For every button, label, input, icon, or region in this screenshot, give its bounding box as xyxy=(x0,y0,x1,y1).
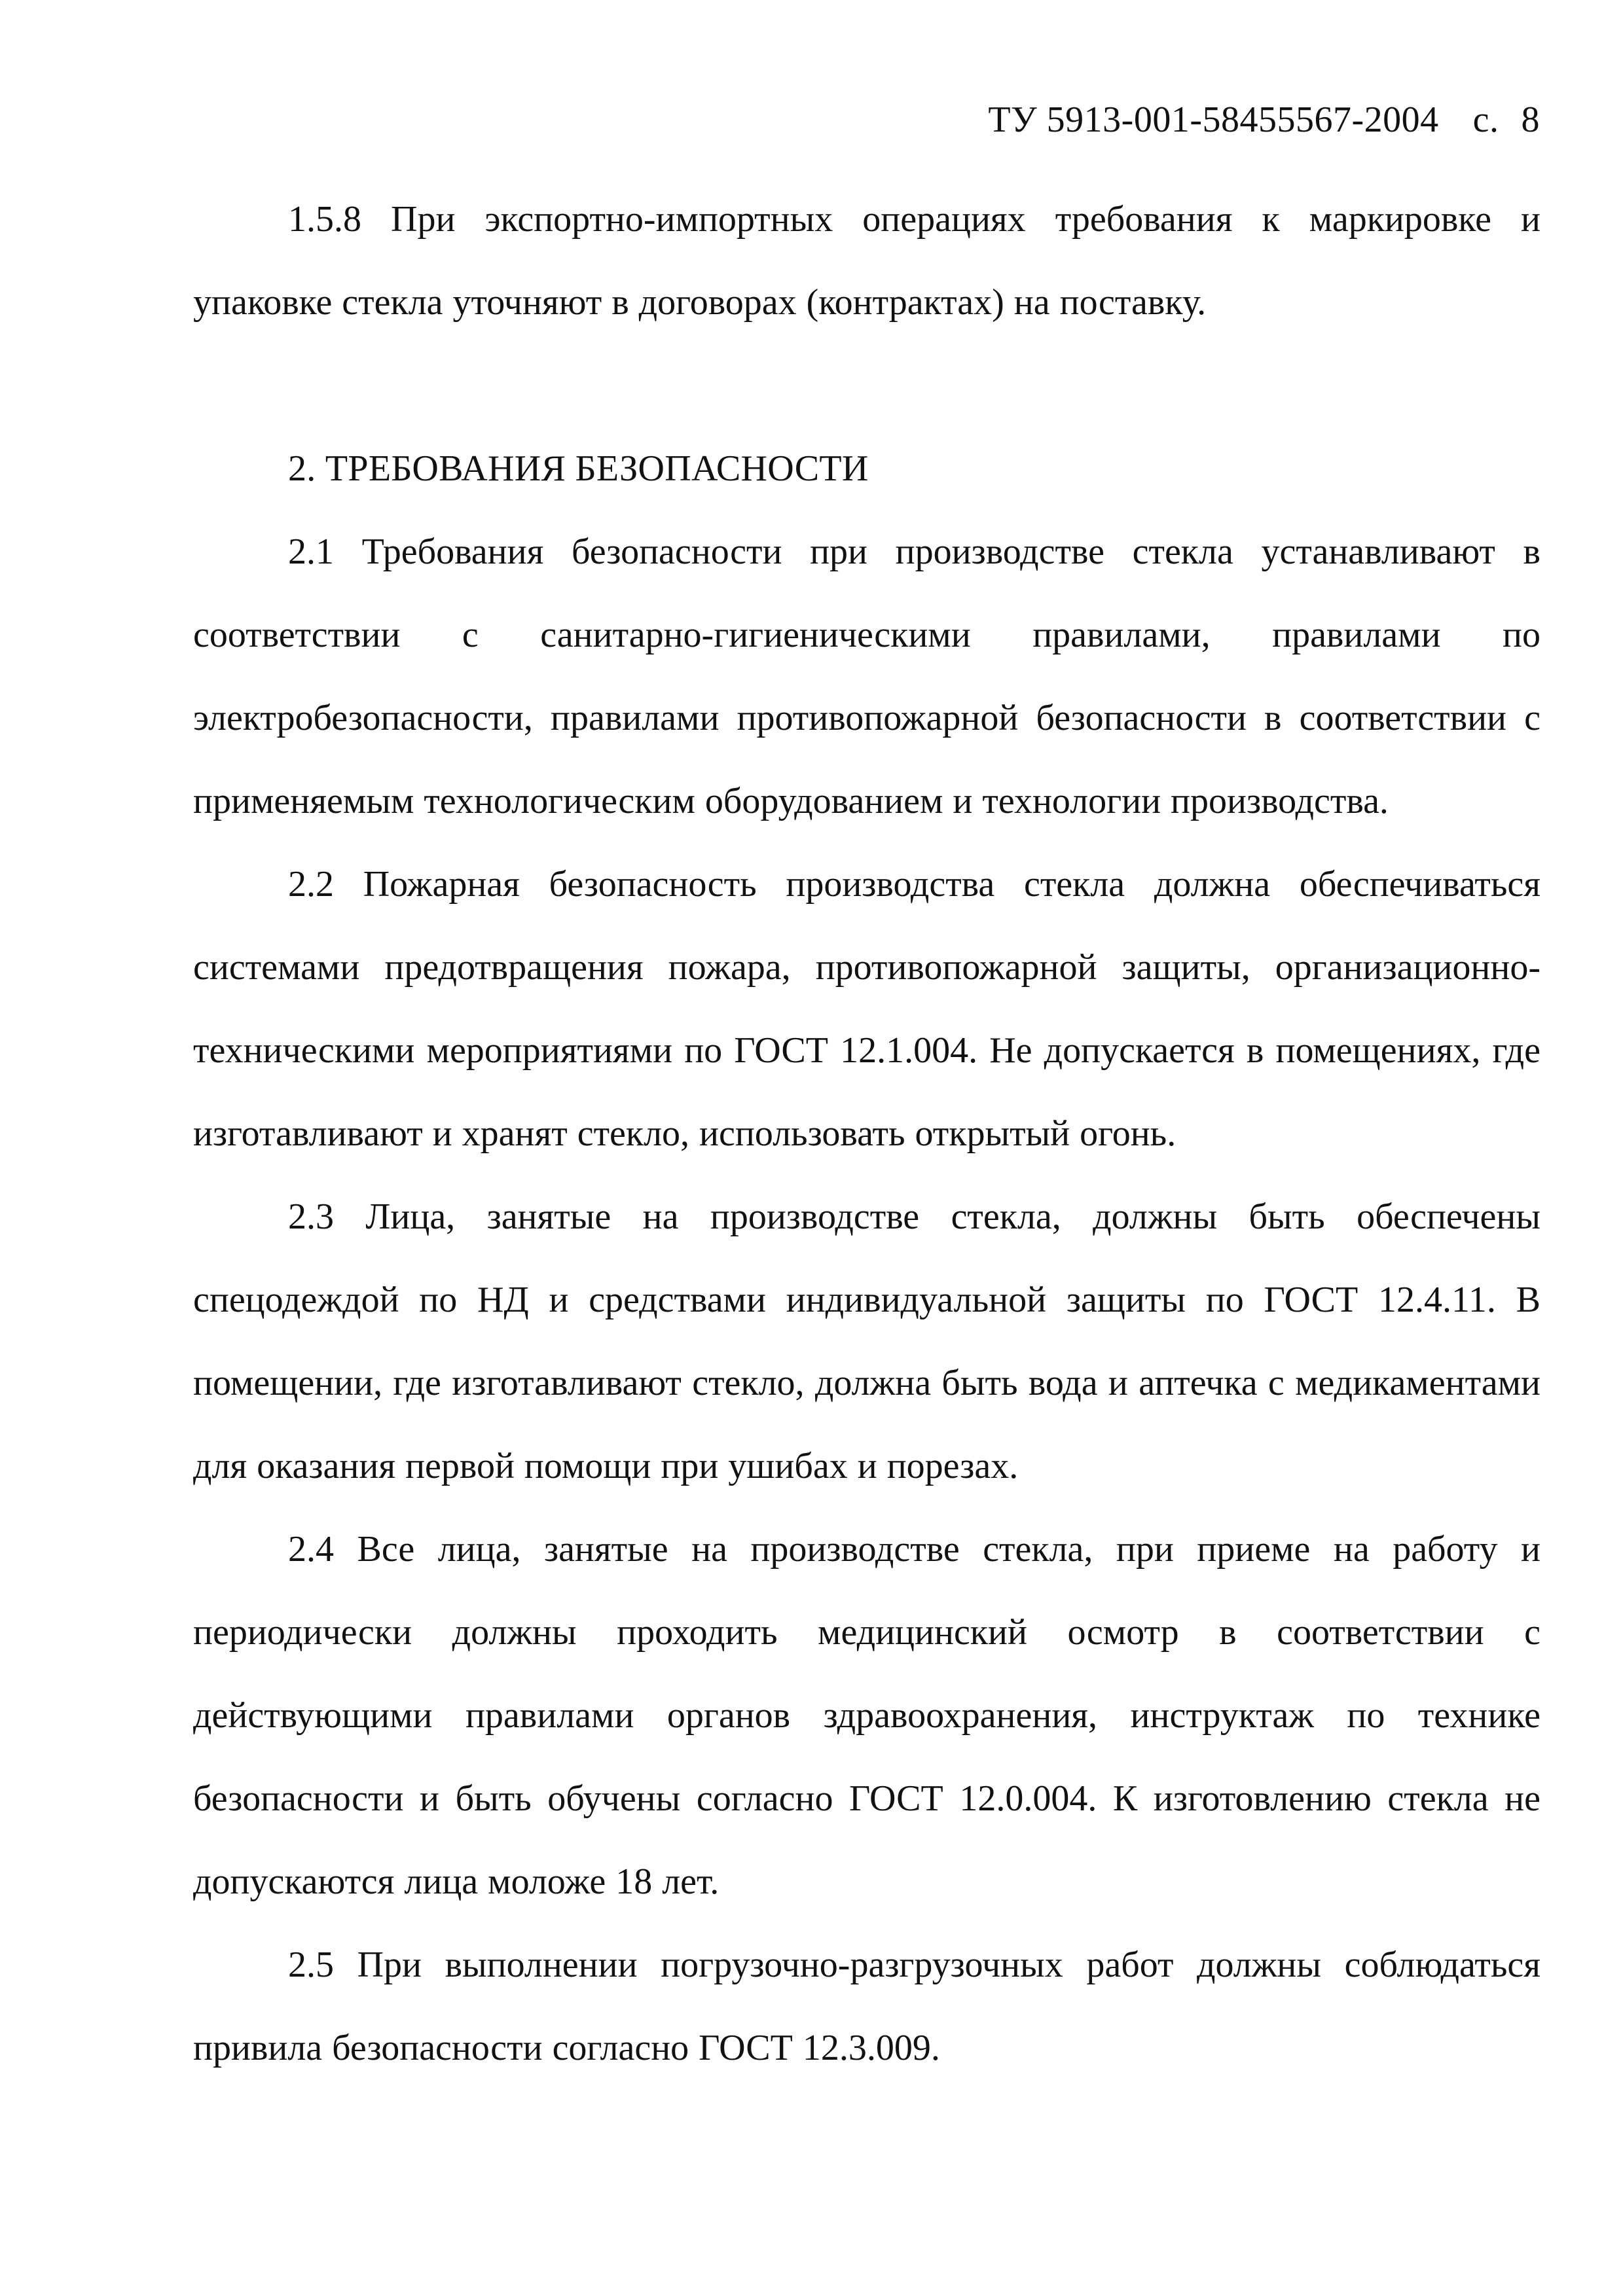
intro-block xyxy=(193,178,1541,344)
page-label: с. xyxy=(1472,99,1499,140)
paragraph-2-2: 2.2 Пожарная безопасность производства стекла должна обеспечиваться системами предотвращения пожара, противопожарной защиты, организационно-техническими мероприятиями по ГОСТ 12.1.004. Не допускается в помещениях, где изготавливают и хранят стекло, использовать открытый огонь. xyxy=(193,864,1541,1154)
page-header xyxy=(988,97,1540,143)
paragraph-2-5: 2.5 При выполнении погрузочно-разгрузочных работ должны соблюдаться привила безопасности согласно ГОСТ 12.3.009. xyxy=(193,1945,1541,2068)
paragraph-2-1: 2.1 Требования безопасности при производстве стекла устанавливают в соответствии с санитарно-гигиеническими правилами, правилами по электробезопасности, правилами противопожарной безопасности в соответствии с применяемым технологическим оборудованием и технологии производства. xyxy=(193,531,1541,821)
document-code: ТУ 5913-001-58455567-2004 xyxy=(988,99,1439,140)
section-body xyxy=(193,511,1541,2090)
paragraph-2-4: 2.4 Все лица, занятые на производстве стекла, при приеме на работу и периодически должны проходить медицинский осмотр в соответствии с действующими правилами органов здравоохранения, инструктаж по технике безопасности и быть обучены согласно ГОСТ 12.0.004. К изготовлению стекла не допускаются лица моложе 18 лет. xyxy=(193,1529,1541,1902)
section-heading: 2. ТРЕБОВАНИЯ БЕЗОПАСНОСТИ xyxy=(288,448,869,489)
paragraph-2-3: 2.3 Лица, занятые на производстве стекла, должны быть обеспечены спецодеждой по НД и средствами индивидуальной защиты по ГОСТ 12.4.11. В помещении, где изготавливают стекло, должна быть вода и аптечка с медикаментами для оказания первой помощи при ушибах и порезах. xyxy=(193,1196,1541,1486)
page-number: 8 xyxy=(1521,99,1540,140)
paragraph-1-5-8: 1.5.8 При экспортно-импортных операциях требования к маркировке и упаковке стекла уточняют в договорах (контрактах) на поставку. xyxy=(193,199,1541,323)
